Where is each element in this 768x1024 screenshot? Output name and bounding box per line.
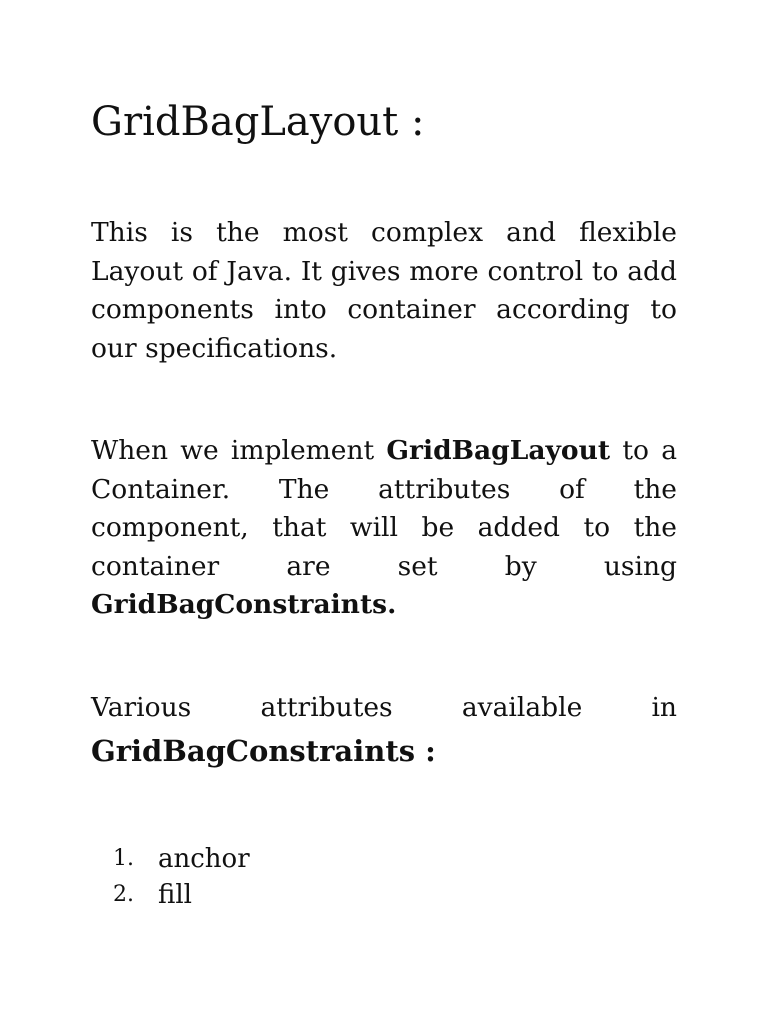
implementation-text-middle: to a Container. The attributes of the component, that will be added to the container are set by using (91, 435, 677, 582)
implementation-text-start: When we implement (91, 435, 387, 466)
intro-paragraph: This is the most complex and flexible Layout of Java. It gives more control to add components into container according to our specifications. (91, 217, 677, 364)
list-item-text: anchor (158, 844, 250, 874)
attributes-list (91, 841, 250, 913)
list-item (91, 877, 250, 913)
attributes-intro-paragraph: Various attributes available in (91, 692, 677, 723)
page-title: GridBagLayout : (91, 99, 425, 145)
gridbaglayout-bold-term: GridBagLayout (386, 435, 611, 466)
gridbagconstraints-bold-term: GridBagConstraints. (91, 589, 397, 621)
list-item-text: fill (158, 880, 192, 910)
attributes-heading-term: GridBagConstraints : (91, 734, 436, 768)
list-item-number: 2. (113, 882, 134, 907)
list-item-number: 1. (113, 846, 134, 871)
implementation-paragraph (91, 432, 677, 625)
list-item (91, 841, 250, 877)
